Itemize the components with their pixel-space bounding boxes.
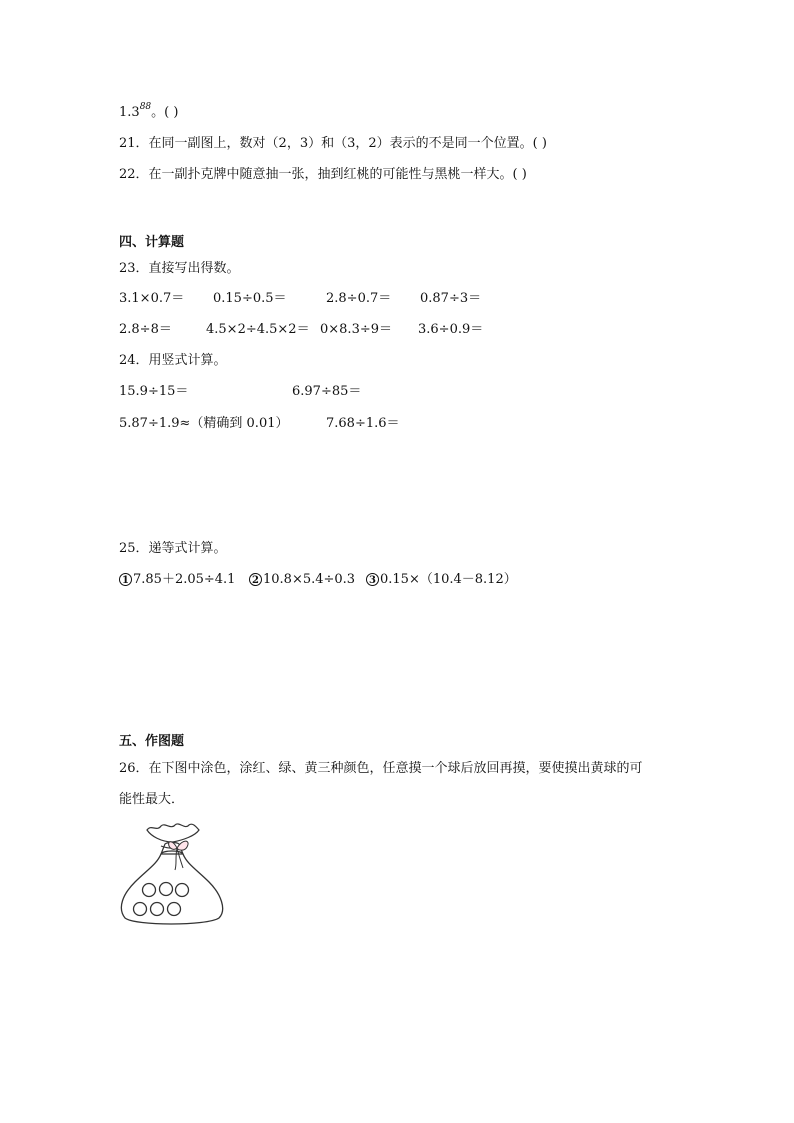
q24-r1-c2: 6.97÷85＝ [292,384,362,399]
q25-item-3 [366,572,517,588]
q23-r1-c3: 2.8÷0.7＝ [326,291,392,306]
circled-number-2: 2 [249,573,262,586]
ball-3 [176,884,189,897]
q23-r2-c4: 3.6÷0.9＝ [418,322,484,337]
q25-item-2 [249,572,355,588]
q23-r2-c3: 0×8.3÷9＝ [320,322,393,337]
q23-r1-c4: 0.87÷3＝ [420,291,482,306]
q25-expr-3: 0.15×（10.4－8.12） [380,572,517,587]
q24-r1-c1: 15.9÷15＝ [119,384,189,399]
question-25-stem: 25．递等式计算。 [119,541,227,556]
ball-2 [160,883,173,896]
ball-6 [168,903,181,916]
question-24-stem: 24．用竖式计算。 [119,353,227,368]
question-23-stem: 23．直接写出得数。 [119,261,240,276]
q24-r2-c1: 5.87÷1.9≈（精确到 0.01） [119,416,289,431]
q20-repeating-digits: 88 [139,102,152,112]
q24-r2-c2: 7.68÷1.6＝ [326,416,400,431]
section-4-title: 四、计算题 [119,235,185,250]
circled-number-3: 3 [366,573,379,586]
q25-expr-2: 10.8×5.4÷0.3 [263,572,356,587]
q23-r2-c2: 4.5×2÷4.5×2＝ [206,322,310,337]
q23-r1-c2: 0.15÷0.5＝ [213,291,287,306]
question-26-line-1: 26．在下图中涂色，涂红、绿、黄三种颜色，任意摸一个球后放回再摸，要使摸出黄球的可 [119,761,643,776]
question-21: 21．在同一副图上，数对（2，3）和（3，2）表示的不是同一个位置。( ) [119,136,547,151]
bag-ruffle [147,824,199,842]
q20-suffix: 。( ) [151,105,179,120]
question-22: 22．在一副扑克牌中随意抽一张，抽到红桃的可能性与黑桃一样大。( ) [119,167,527,182]
q23-r2-c1: 2.8÷8＝ [119,322,172,337]
ball-5 [151,903,164,916]
q23-r1-c1: 3.1×0.7＝ [119,291,185,306]
q25-item-1 [119,572,235,588]
ribbon-bow-right [177,841,188,850]
drawstring-bag-with-six-balls-icon [117,822,227,926]
ball-1 [143,884,156,897]
q20-prefix: 1.3 [119,105,140,120]
q20-tail [119,102,179,122]
ball-4 [134,903,147,916]
question-26-line-2: 能性最大． [119,792,185,807]
q25-expr-1: 7.85＋2.05÷4.1 [133,572,236,587]
section-5-title: 五、作图题 [119,734,185,749]
circled-number-1: 1 [119,573,132,586]
